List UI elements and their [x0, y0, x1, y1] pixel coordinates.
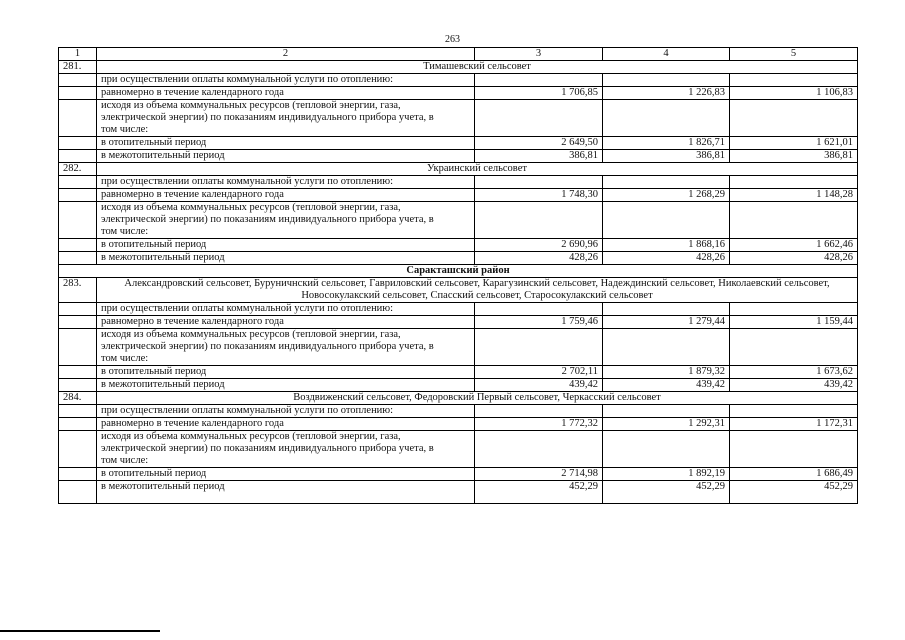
value-cell: 439,42	[730, 379, 858, 392]
empty-cell	[475, 405, 603, 418]
row-label: исходя из объема коммунальных ресурсов (тепловой энергии, газа, электрической энергии) по показаниям индивидуального прибора учета, в том числе:	[97, 100, 475, 137]
empty-cell	[730, 74, 858, 87]
empty-cell	[475, 329, 603, 366]
empty-cell	[603, 303, 730, 316]
header-row	[59, 48, 858, 61]
empty-cell	[59, 202, 97, 239]
empty-cell	[603, 74, 730, 87]
empty-cell	[603, 176, 730, 189]
value-cell: 1 686,49	[730, 468, 858, 481]
uniform-row	[59, 87, 858, 100]
empty-cell	[730, 431, 858, 468]
empty-cell	[730, 303, 858, 316]
empty-cell	[603, 100, 730, 137]
empty-cell	[59, 176, 97, 189]
empty-cell	[475, 74, 603, 87]
row-label: при осуществлении оплаты коммунальной услуги по отоплению:	[97, 74, 475, 87]
row-label: исходя из объема коммунальных ресурсов (тепловой энергии, газа, электрической энергии) по показаниям индивидуального прибора учета, в том числе:	[97, 329, 475, 366]
row-label: исходя из объема коммунальных ресурсов (тепловой энергии, газа, электрической энергии) по показаниям индивидуального прибора учета, в том числе:	[97, 431, 475, 468]
row-label: при осуществлении оплаты коммунальной услуги по отоплению:	[97, 176, 475, 189]
non-heating-row	[59, 150, 858, 163]
value-cell: 1 159,44	[730, 316, 858, 329]
value-cell: 1 868,16	[603, 239, 730, 252]
value-cell: 452,29	[475, 481, 603, 504]
value-cell: 1 706,85	[475, 87, 603, 100]
value-cell: 1 879,32	[603, 366, 730, 379]
empty-cell	[730, 100, 858, 137]
value-cell: 1 292,31	[603, 418, 730, 431]
row-label: в отопительный период	[97, 137, 475, 150]
uniform-row	[59, 316, 858, 329]
non-heating-row	[59, 481, 858, 504]
value-cell: 1 772,32	[475, 418, 603, 431]
value-cell: 452,29	[603, 481, 730, 504]
uniform-row	[59, 418, 858, 431]
value-cell: 428,26	[730, 252, 858, 265]
section-title-row	[59, 392, 858, 405]
value-cell: 439,42	[603, 379, 730, 392]
district-row	[59, 265, 858, 278]
based-on-row	[59, 202, 858, 239]
value-cell: 1 759,46	[475, 316, 603, 329]
row-label: равномерно в течение календарного года	[97, 87, 475, 100]
section-number: 281.	[59, 61, 97, 74]
value-cell: 386,81	[730, 150, 858, 163]
empty-cell	[475, 176, 603, 189]
based-on-row	[59, 431, 858, 468]
empty-cell	[59, 252, 97, 265]
empty-cell	[59, 239, 97, 252]
row-label: при осуществлении оплаты коммунальной услуги по отоплению:	[97, 405, 475, 418]
non-heating-row	[59, 252, 858, 265]
empty-cell	[59, 481, 97, 504]
value-cell: 1 621,01	[730, 137, 858, 150]
payment-row	[59, 303, 858, 316]
header-cell: 5	[730, 48, 858, 61]
value-cell: 1 826,71	[603, 137, 730, 150]
empty-cell	[603, 202, 730, 239]
value-cell: 1 106,83	[730, 87, 858, 100]
row-label: в межотопительный период	[97, 150, 475, 163]
value-cell: 1 148,28	[730, 189, 858, 202]
empty-cell	[603, 431, 730, 468]
empty-cell	[59, 405, 97, 418]
empty-cell	[59, 150, 97, 163]
section-number: 283.	[59, 278, 97, 303]
section-title: Александровский сельсовет, Буруничнский сельсовет, Гавриловский сельсовет, Карагузинский сельсовет, Надеждинский сельсовет, Николаевский сельсовет, Новосокулакский сельсовет, Спасский сельсовет, Старосокулакский сельсовет	[97, 278, 858, 303]
empty-cell	[59, 74, 97, 87]
value-cell: 1 748,30	[475, 189, 603, 202]
empty-cell	[59, 418, 97, 431]
row-label: в отопительный период	[97, 468, 475, 481]
row-label: равномерно в течение календарного года	[97, 189, 475, 202]
district-title: Саракташский район	[59, 265, 858, 278]
value-cell: 2 690,96	[475, 239, 603, 252]
empty-cell	[59, 431, 97, 468]
empty-cell	[475, 431, 603, 468]
row-label: в межотопительный период	[97, 379, 475, 392]
header-cell: 1	[59, 48, 97, 61]
header-cell: 2	[97, 48, 475, 61]
empty-cell	[730, 329, 858, 366]
based-on-row	[59, 329, 858, 366]
empty-cell	[59, 100, 97, 137]
page-number: 263	[445, 34, 460, 45]
header-cell: 3	[475, 48, 603, 61]
value-cell: 1 172,31	[730, 418, 858, 431]
empty-cell	[730, 176, 858, 189]
value-cell: 1 673,62	[730, 366, 858, 379]
value-cell: 1 226,83	[603, 87, 730, 100]
non-heating-row	[59, 379, 858, 392]
payment-row	[59, 405, 858, 418]
value-cell: 452,29	[730, 481, 858, 504]
row-label: равномерно в течение календарного года	[97, 418, 475, 431]
header-cell: 4	[603, 48, 730, 61]
heating-row	[59, 137, 858, 150]
heating-row	[59, 239, 858, 252]
empty-cell	[59, 379, 97, 392]
payment-row	[59, 176, 858, 189]
row-label: в отопительный период	[97, 366, 475, 379]
empty-cell	[475, 202, 603, 239]
value-cell: 386,81	[603, 150, 730, 163]
row-label: при осуществлении оплаты коммунальной услуги по отоплению:	[97, 303, 475, 316]
section-title: Тимашевский сельсовет	[97, 61, 858, 74]
section-title-row	[59, 61, 858, 74]
row-label: в межотопительный период	[97, 252, 475, 265]
empty-cell	[59, 189, 97, 202]
row-label: в межотопительный период	[97, 481, 475, 504]
value-cell: 1 268,29	[603, 189, 730, 202]
empty-cell	[475, 303, 603, 316]
section-title-row	[59, 163, 858, 176]
empty-cell	[603, 329, 730, 366]
row-label: в отопительный период	[97, 239, 475, 252]
value-cell: 439,42	[475, 379, 603, 392]
value-cell: 428,26	[603, 252, 730, 265]
value-cell: 386,81	[475, 150, 603, 163]
empty-cell	[603, 405, 730, 418]
based-on-row	[59, 100, 858, 137]
empty-cell	[59, 329, 97, 366]
section-title: Украинский сельсовет	[97, 163, 858, 176]
value-cell: 1 892,19	[603, 468, 730, 481]
heating-row	[59, 468, 858, 481]
tariff-table	[58, 47, 858, 504]
uniform-row	[59, 189, 858, 202]
payment-row	[59, 74, 858, 87]
empty-cell	[59, 87, 97, 100]
footer-rule	[0, 630, 160, 632]
value-cell: 2 714,98	[475, 468, 603, 481]
empty-cell	[59, 303, 97, 316]
empty-cell	[59, 366, 97, 379]
empty-cell	[59, 137, 97, 150]
section-title-row	[59, 278, 858, 303]
value-cell: 428,26	[475, 252, 603, 265]
empty-cell	[730, 405, 858, 418]
section-number: 282.	[59, 163, 97, 176]
empty-cell	[475, 100, 603, 137]
value-cell: 1 279,44	[603, 316, 730, 329]
row-label: исходя из объема коммунальных ресурсов (тепловой энергии, газа, электрической энергии) по показаниям индивидуального прибора учета, в том числе:	[97, 202, 475, 239]
value-cell: 2 649,50	[475, 137, 603, 150]
empty-cell	[59, 468, 97, 481]
value-cell: 2 702,11	[475, 366, 603, 379]
empty-cell	[730, 202, 858, 239]
section-title: Воздвиженский сельсовет, Федоровский Первый сельсовет, Черкасский сельсовет	[97, 392, 858, 405]
value-cell: 1 662,46	[730, 239, 858, 252]
heating-row	[59, 366, 858, 379]
row-label: равномерно в течение календарного года	[97, 316, 475, 329]
section-number: 284.	[59, 392, 97, 405]
empty-cell	[59, 316, 97, 329]
